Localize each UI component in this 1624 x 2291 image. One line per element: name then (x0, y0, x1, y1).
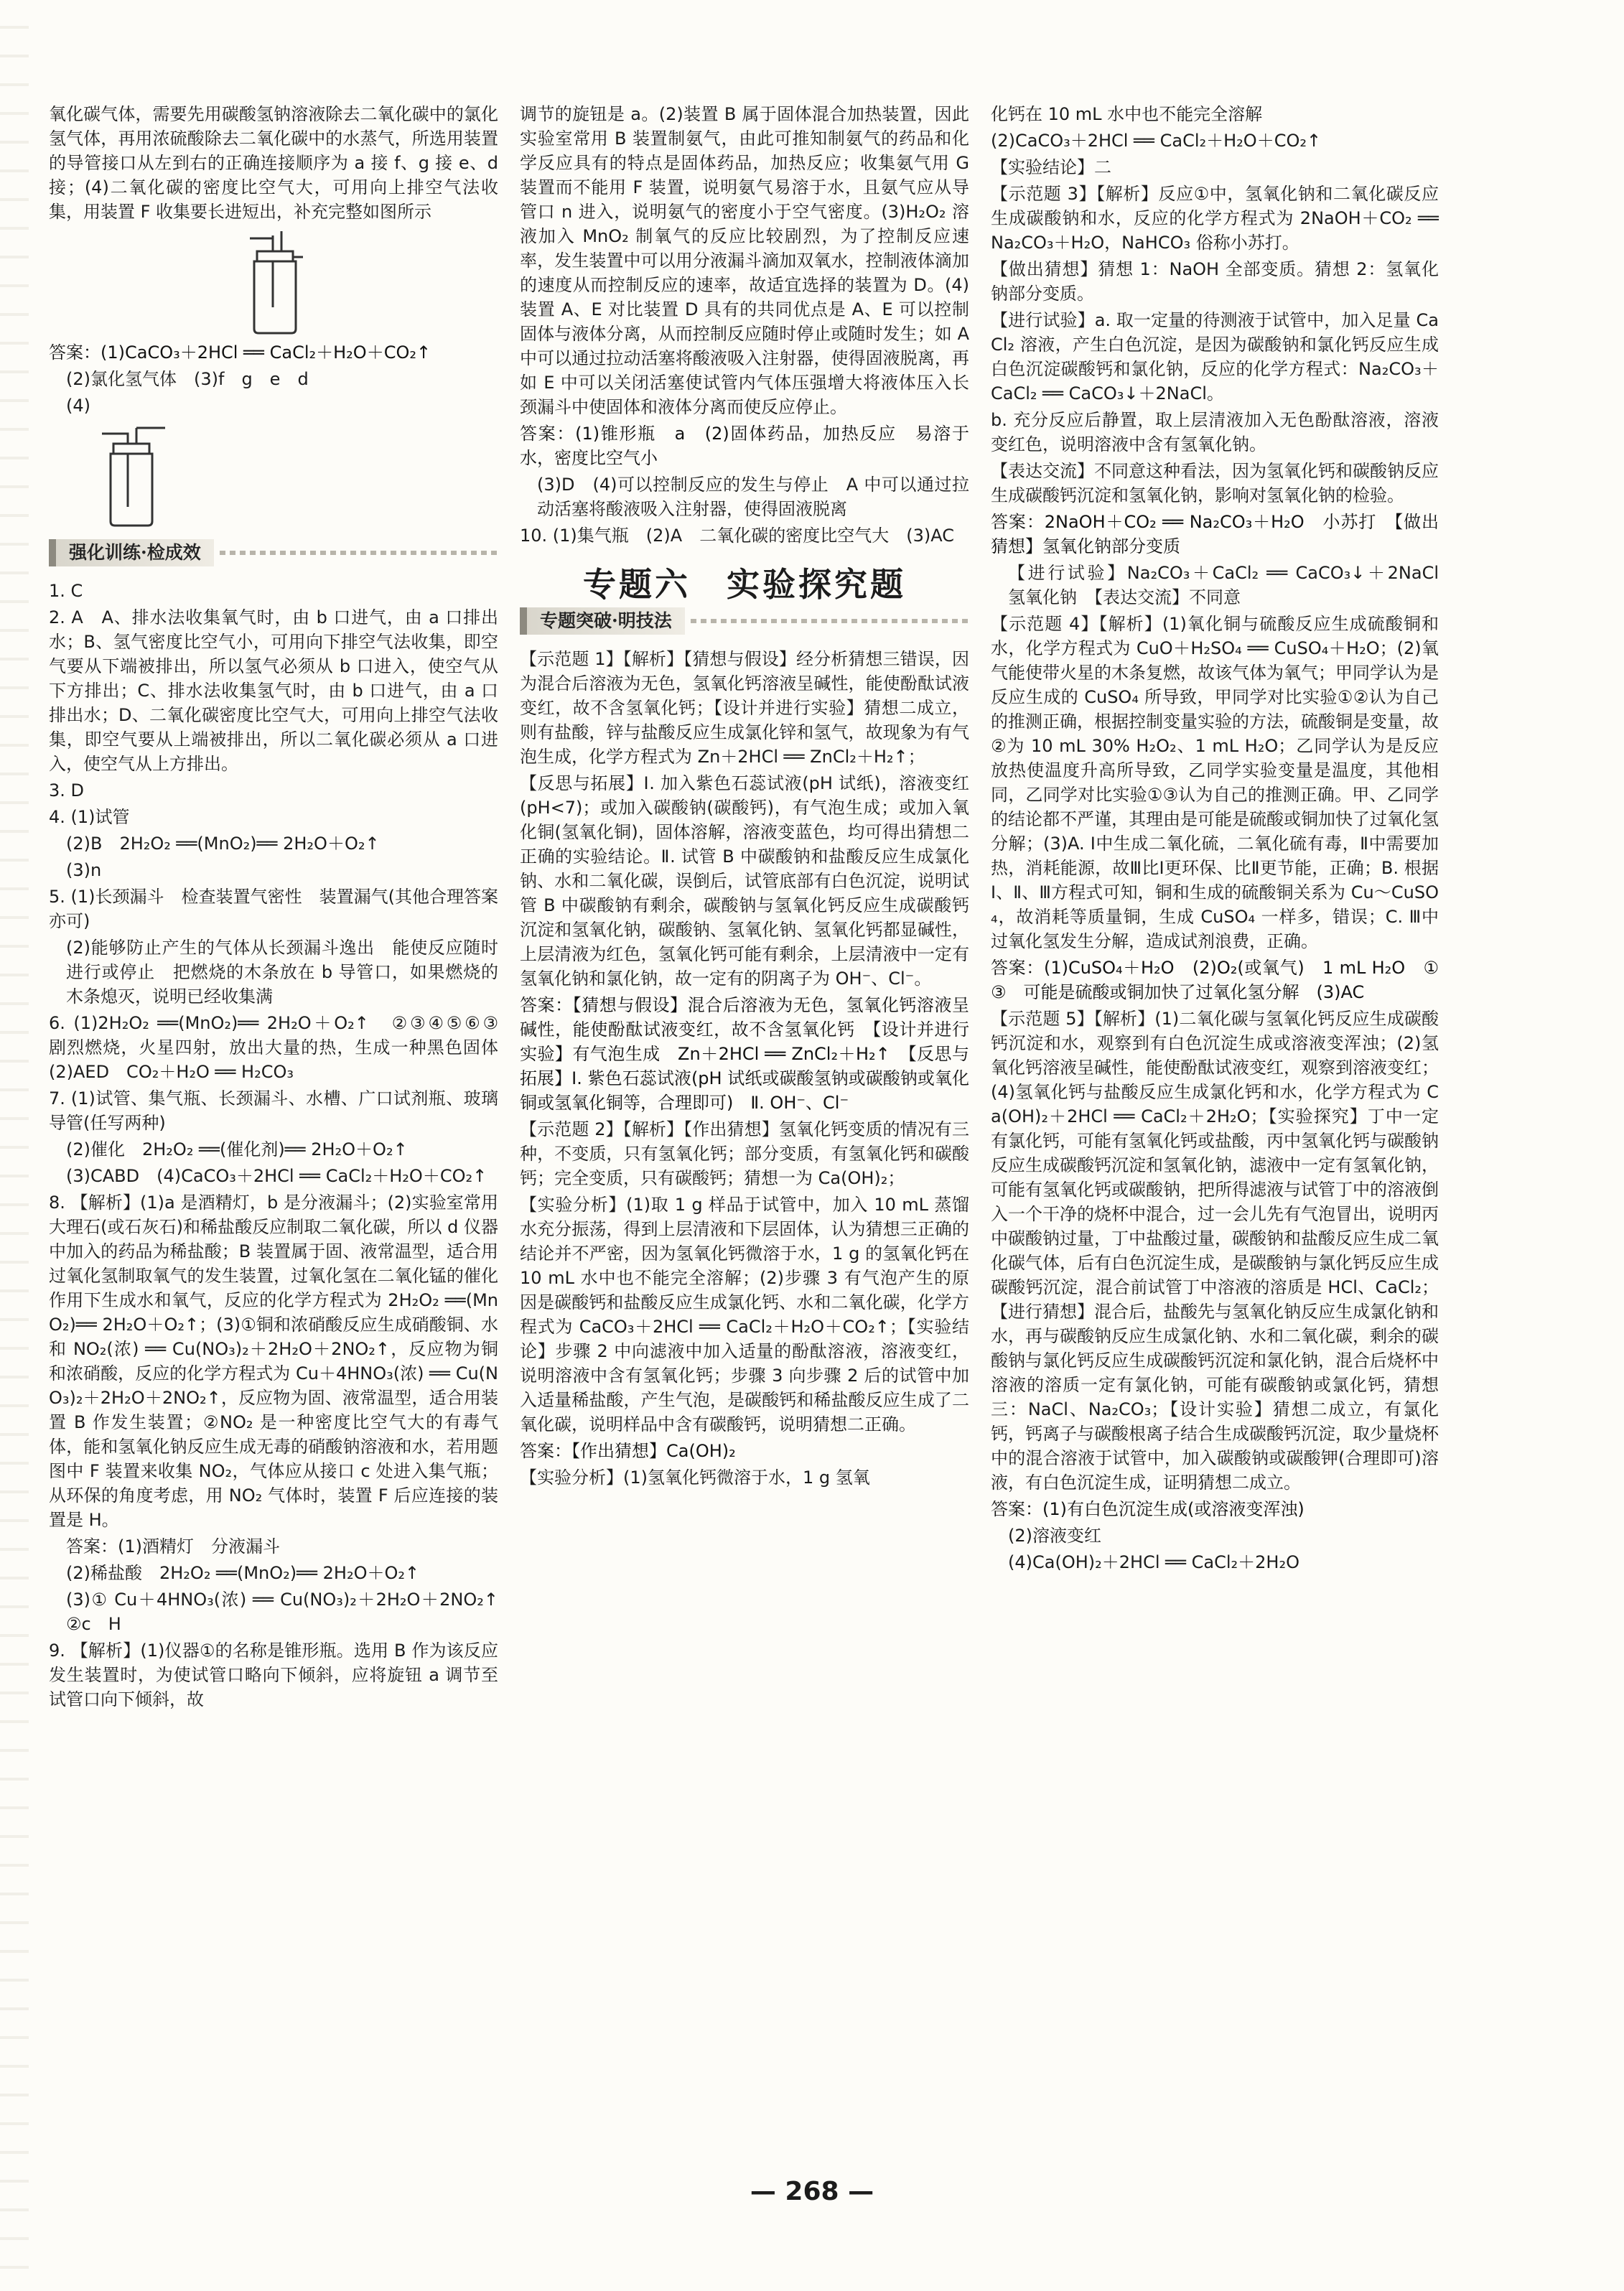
answer-item: 10. (1)集气瓶 (2)A 二氧化碳的密度比空气大 (3)AC (520, 526, 954, 546)
answer-item: 9. 【解析】(1)仪器①的名称是锥形瓶。选用 B 作为该反应发生装置时，为使试管口略向下倾斜，应将旋钮 a 调节至试管口向下倾斜，故 (49, 1641, 498, 1709)
section-banner-label: 专题突破·明技法 (520, 607, 685, 635)
answer-line: (2)催化 2H₂O₂ ══(催化剂)══ 2H₂O＋O₂↑ (66, 1139, 408, 1160)
binding-edge (0, 0, 29, 2291)
paragraph: 化钙在 10 mL 水中也不能完全溶解 (991, 104, 1263, 124)
section-banner-label: 强化训练·检成效 (49, 539, 214, 566)
paragraph: 【进行试验】a. 取一定量的待测液于试管中，加入足量 CaCl₂ 溶液，产生白色沉淀，是因为碳酸钠和氯化钙反应生成白色沉淀碳酸钙和氯化钠，反应的化学方程式：Na₂CO₃＋CaCl₂ ══ CaCO₃↓＋2NaCl。 (991, 310, 1439, 403)
paragraph: 氧化碳气体，需要先用碳酸氢钠溶液除去二氧化碳中的氯化氢气体，再用浓硫酸除去二氧化碳中的水蒸气，所选用装置的导管接口从左到右的正确连接顺序为 a 接 f、g 接 e、d 接；(4)二氧化碳的密度比空气大，可用向上排空气法收集，用装置 F 收集要长进短出，补充完整如图所示 (49, 104, 498, 222)
answer-line: 答案：(1)酒精灯 分液漏斗 (66, 1536, 280, 1557)
paragraph: 【反思与拓展】Ⅰ. 加入紫色石蕊试液(pH 试纸)，溶液变红(pH<7)；或加入碳酸钠(碳酸钙)，有气泡生成；或加入氧化铜(氢氧化铜)，固体溶解，溶液变蓝色，均可得出猜想二正确的实验结论。Ⅱ. 试管 B 中碳酸钠和盐酸反应生成氯化钠、水和二氧化碳，误倒后，试管底部有白色沉淀，说明试管 B 中碳酸钠有剩余，碳酸钠与氢氧化钙反应生成碳酸钙沉淀和氢氧化钠，碳酸钠、氢氧化钠、氢氧化钙都显碱性，上层清液为红色，氢氧化钙可能有剩余，上层清液中一定有氢氧化钠和氯化钠，故一定有的阴离子为 OH⁻、Cl⁻。 (520, 773, 969, 989)
answer-line: (4)Ca(OH)₂＋2HCl ══ CaCl₂＋2H₂O (1008, 1552, 1299, 1572)
paragraph: b. 充分反应后静置，取上层清液加入无色酚酞溶液，溶液变红色，说明溶液中含有氢氧化钠。 (991, 410, 1439, 454)
column-right (991, 102, 1456, 2155)
paragraph: 【示范题 4】【解析】(1)氧化铜与硫酸反应生成硫酸铜和水，化学方程式为 CuO＋H₂SO₄ ══ CuSO₄＋H₂O；(2)氧气能使带火星的木条复燃，故该气体为氧气；甲同学认为是反应生成的 CuSO₄ 所导致，甲同学对比实验①②认为自己的推测正确，根据控制变量实验的方法，硫酸铜是变量，故②为 10 mL 30% H₂O₂、1 mL H₂O；乙同学认为是反应放热使温度升高所导致，乙同学实验变量是温度，其他相同，乙同学对比实验①③认为自己的推测正确。甲、乙同学的结论都不严谨，其理由是可能是硫酸或铜加快了过氧化氢分解；(3)A. Ⅰ中生成二氧化硫，二氧化硫有毒，Ⅱ中需要加热，消耗能源，故Ⅲ比Ⅰ更环保、比Ⅱ更节能，正确；B. 根据Ⅰ、Ⅱ、Ⅲ方程式可知，铜和生成的硫酸铜关系为 Cu～CuSO₄，故消耗等质量铜，生成 CuSO₄ 一样多，错误；C. Ⅲ中过氧化氢发生分解，造成试剂浪费，正确。 (991, 614, 1439, 951)
answer-line: (3)CABD (4)CaCO₃＋2HCl ══ CaCl₂＋H₂O＋CO₂↑ (66, 1166, 487, 1186)
answer-line: (3)n (66, 860, 102, 880)
answer-line: (2)能够防止产生的气体从长颈漏斗逸出 能使反应随时进行或停止 把燃烧的木条放在 b 导管口，如果燃烧的木条熄灭，说明已经收集满 (66, 938, 498, 1007)
answer-item: 5. (1)长颈漏斗 检查装置气密性 装置漏气(其他合理答案亦可) (49, 887, 498, 931)
gas-bottle-figure-1 (228, 228, 314, 336)
gas-bottle-figure-2 (92, 421, 178, 528)
answer-line: 答案：(1)锥形瓶 a (2)固体药品，加热反应 易溶于水，密度比空气小 (520, 424, 969, 468)
paragraph: 【示范题 1】【解析】【猜想与假设】经分析猜想三错误，因为混合后溶液为无色，氢氧化钙溶液呈碱性，能使酚酞试液变红，故不含氢氧化钙；【设计并进行实验】猜想二成立，则有盐酸，锌与盐酸反应生成氯化锌和氢气，故现象为有气泡生成，化学方程式为 Zn＋2HCl ══ ZnCl₂＋H₂↑； (520, 649, 969, 767)
answer-line: (2)B 2H₂O₂ ══(MnO₂)══ 2H₂O＋O₂↑ (66, 834, 380, 854)
column-middle (520, 102, 969, 2155)
answer-line: (2)稀盐酸 2H₂O₂ ══(MnO₂)══ 2H₂O＋O₂↑ (66, 1563, 420, 1583)
answer-line: (3)① Cu＋4HNO₃(浓) ══ Cu(NO₃)₂＋2H₂O＋2NO₂↑ ②c H (66, 1590, 515, 1634)
answer-line: (3)D (4)可以控制反应的发生与停止 A 中可以通过拉动活塞将酸液吸入注射器，使得固液脱离 (537, 475, 969, 519)
answer-item: 7. (1)试管、集气瓶、长颈漏斗、水槽、广口试剂瓶、玻璃导管(任写两种) (49, 1088, 498, 1133)
answer-line: 【进行试验】Na₂CO₃＋CaCl₂ ══ CaCO₃↓＋2NaCl 氢氧化钠 【表达交流】不同意 (1008, 563, 1456, 607)
answer-line: 答案：(1)有白色沉淀生成(或溶液变浑浊) (991, 1499, 1305, 1519)
section-banner (520, 605, 969, 637)
section-banner (49, 537, 498, 569)
paragraph: 【实验结论】二 (991, 157, 1111, 177)
paragraph: 【实验分析】(1)取 1 g 样品于试管中，加入 10 mL 蒸馏水充分振荡，得到上层清液和下层固体，认为猜想三正确的结论并不严密，因为氢氧化钙微溶于水，1 g 的氢氧化钙在 10 mL 水中也不能完全溶解；(2)步骤 3 有气泡产生的原因是碳酸钙和盐酸反应生成氯化钙、水和二氧化碳，化学方程式为 CaCO₃＋2HCl ══ CaCl₂＋H₂O＋CO₂↑；【实验结论】步骤 2 中向滤液中加入适量的酚酞溶液，溶液变红，说明溶液中含有氢氧化钙；步骤 3 向步骤 2 后的试管中加入适量稀盐酸，产生气泡，是碳酸钙和稀盐酸反应生成了二氧化碳，说明样品中含有碳酸钙，说明猜想二正确。 (520, 1195, 969, 1434)
paragraph: 【示范题 5】【解析】(1)二氧化碳与氢氧化钙反应生成碳酸钙沉淀和水，观察到有白色沉淀生成或溶液变浑浊；(2)氢氧化钙溶液呈碱性，能使酚酞试液变红，观察到溶液变红；(4)氢氧化钙与盐酸反应生成氯化钙和水，化学方程式为 Ca(OH)₂＋2HCl ══ CaCl₂＋2H₂O；【实验探究】丁中一定有氯化钙，可能有氢氧化钙或盐酸，丙中氢氧化钙与碳酸钠反应生成碳酸钙沉淀和氢氧化钠，滤液中一定有氢氧化钠，可能有氢氧化钙或碳酸钠，把所得滤液与试管丁中的溶液倒入一个干净的烧杯中混合，过一会儿先有气泡冒出，说明丙中碳酸钠过量，丁中盐酸过量，碳酸钠和盐酸反应生成二氧化碳气体，后有白色沉淀生成，是碳酸钠与氯化钙反应生成碳酸钙沉淀，混合前试管丁中溶液的溶质是 HCl、CaCl₂；【进行猜想】混合后，盐酸先与氢氧化钠反应生成氯化钠和水，再与碳酸钠反应生成氯化钠、水和二氧化碳，剩余的碳酸钠与氯化钙反应生成碳酸钙沉淀和氯化钠，混合后烧杯中溶液的溶质一定有氯化钠，可能有碳酸钠或氯化钙，猜想三：NaCl、Na₂CO₃；【设计实验】猜想二成立，有氯化钙，钙离子与碳酸根离子结合生成碳酸钙沉淀，取少量烧杯中的混合溶液于试管中，加入碳酸钠或碳酸钾(合理即可)溶液，有白色沉淀生成，证明猜想二成立。 (991, 1009, 1439, 1493)
paragraph: (2)CaCO₃＋2HCl ══ CaCl₂＋H₂O＋CO₂↑ (991, 131, 1322, 151)
answer-line: 答案：(1)CaCO₃＋2HCl ══ CaCl₂＋H₂O＋CO₂↑ (49, 342, 431, 363)
answer-line: (2)溶液变红 (1008, 1526, 1101, 1546)
answer-line: 答案：【猜想与假设】混合后溶液为无色，氢氧化钙溶液呈碱性，能使酚酞试液变红，故不含氢氧化钙 【设计并进行实验】有气泡生成 Zn＋2HCl ══ ZnCl₂＋H₂↑ 【反思与拓展】Ⅰ. 紫色石蕊试液(pH 试纸或碳酸氢钠或碳酸钠或氧化铜或氢氧化铜等，合理即可) Ⅱ. OH⁻、Cl⁻ (520, 995, 969, 1113)
answer-item: 6. (1)2H₂O₂ ══(MnO₂)══ 2H₂O＋O₂↑ ②③④⑤⑥③ 剧烈燃烧，火星四射，放出大量的热，生成一种黑色固体 (2)AED CO₂＋H₂O ══ H₂CO₃ (49, 1013, 515, 1082)
paragraph: 【示范题 3】【解析】反应①中，氢氧化钠和二氧化碳反应生成碳酸钠和水，反应的化学方程式为 2NaOH＋CO₂ ══ Na₂CO₃＋H₂O，NaHCO₃ 俗称小苏打。 (991, 184, 1439, 253)
answer-line: 答案：2NaOH＋CO₂ ══ Na₂CO₃＋H₂O 小苏打 【做出猜想】氢氧化钠部分变质 (991, 512, 1439, 556)
answer-line: 答案：【作出猜想】Ca(OH)₂ (520, 1441, 736, 1461)
answer-item: 2. A A、排水法收集氧气时，由 b 口进气，由 a 口排出水；B、氢气密度比空气小，可用向下排空气法收集，即空气要从下端被排出，所以氢气必须从 b 口进入，使空气从下方排出；C、排水法收集氢气时，由 b 口进气，由 a 口排出水；D、二氧化碳密度比空气大，可用向上排空气法收集，即空气要从上端被排出，所以二氧化碳必须从 a 口进入，使空气从上方排出。 (49, 607, 498, 774)
answer-line: 答案：(1)CuSO₄＋H₂O (2)O₂(或氧气) 1 mL H₂O ①③ 可能是硫酸或铜加快了过氧化氢分解 (3)AC (991, 958, 1439, 1002)
answer-item: 3. D (49, 780, 85, 801)
answer-item: 4. (1)试管 (49, 807, 130, 827)
answer-line: (4) (66, 396, 90, 416)
answer-item: 8. 【解析】(1)a 是酒精灯，b 是分液漏斗；(2)实验室常用大理石(或石灰石)和稀盐酸反应制取二氧化碳，所以 d 仪器中加入的药品为稀盐酸；B 装置属于固、液常温型，适合用过氧化氢制取氧气的发生装置，过氧化氢在二氧化锰的催化作用下生成水和氧气，反应的化学方程式为 2H₂O₂ ══(MnO₂)══ 2H₂O＋O₂↑；(3)①铜和浓硝酸反应生成硝酸铜、水和 NO₂(浓) ══ Cu(NO₃)₂＋2H₂O＋2NO₂↑，反应物为铜和浓硝酸，反应的化学方程式为 Cu＋4HNO₃(浓) ══ Cu(NO₃)₂＋2H₂O＋2NO₂↑，反应物为固、液常温型，适合用装置 B 作发生装置；②NO₂ 是一种密度比空气大的有毒气体，能和氢氧化钠反应生成无毒的硝酸钠溶液和水，若用题图中 F 装置来收集 NO₂，气体应从接口 c 处进入集气瓶；从环保的角度考虑，用 NO₂ 气体时，装置 F 后应连接的装置是 H。 (49, 1193, 498, 1530)
banner-decoration (220, 551, 498, 555)
paragraph: 【实验分析】(1)氢氧化钙微溶于水，1 g 氢氧 (520, 1468, 870, 1488)
paragraph: 【做出猜想】猜想 1：NaOH 全部变质。猜想 2：氢氧化钠部分变质。 (991, 259, 1439, 304)
answer-line: (2)氯化氢气体 (3)f g e d (66, 369, 309, 389)
paragraph: 【表达交流】不同意这种看法，因为氢氧化钙和碳酸钠反应生成碳酸钙沉淀和氢氧化钠，影响对氢氧化钠的检验。 (991, 461, 1439, 505)
answer-item: 1. C (49, 581, 83, 601)
topic-title: 专题六 实验探究题 (583, 565, 906, 604)
column-left (49, 102, 515, 2155)
page-number: — 268 — (750, 2177, 874, 2206)
paragraph: 【示范题 2】【解析】【作出猜想】氢氧化钙变质的情况有三种，不变质，只有氢氧化钙；部分变质，有氢氧化钙和碳酸钙；完全变质，只有碳酸钙；猜想一为 Ca(OH)₂； (520, 1119, 969, 1188)
banner-decoration (691, 619, 969, 623)
paragraph: 调节的旋钮是 a。(2)装置 B 属于固体混合加热装置，因此实验室常用 B 装置制氨气，由此可推知制氨气的药品和化学反应具有的特点是固体药品，加热反应；收集氨气用 G 装置而不能用 F 装置，说明氨气易溶于水，且氨气应从导管口 n 进入，说明氨气的密度小于空气密度。(3)H₂O₂ 溶液加入 MnO₂ 制氧气的反应比较剧烈，为了控制反应速率，发生装置中可以用分液漏斗滴加双氧水，控制液体滴加的速度从而控制反应的速率，故适宜选择的装置为 D。(4)装置 A、E 对比装置 D 具有的共同优点是 A、E 可以控制固体与液体分离，从而控制反应随时停止或随时发生；如 A 中可以通过拉动活塞将酸液吸入注射器，使得固液脱离，再如 E 中可以关闭活塞使试管内气体压强增大将液体压入长颈漏斗中使固体和液体分离而使反应停止。 (520, 104, 969, 417)
